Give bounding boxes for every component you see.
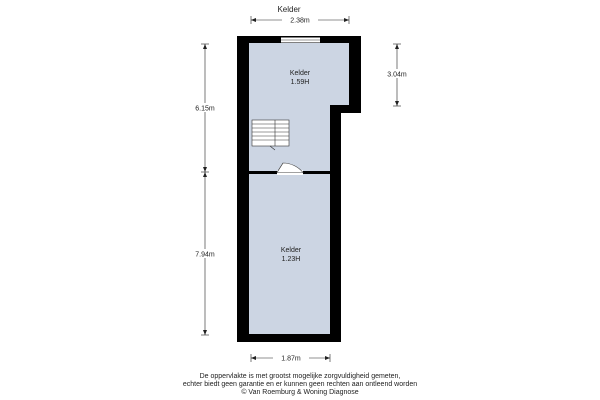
dimension-left-lower-label: 7.94m [195,251,215,259]
staircase [252,120,289,150]
room-lower-floor [249,174,330,334]
dimension-bottom-label: 1.87m [281,355,301,363]
room-upper-name: Kelder [289,70,311,77]
copyright-line: © Van Roemburg & Woning Diagnose [241,389,359,397]
dimension-right-label: 3.04m [387,71,407,79]
floor-title: Kelder [277,5,301,14]
room-lower-height: 1.23H [281,256,301,263]
dimension-left-upper-label: 6.15m [195,105,215,113]
window [281,38,320,43]
dimension-top-label: 2.38m [290,17,310,25]
disclaimer-line-1: De oppervlakte is met grootst mogelijke zorgvuldigheid gemeten, [199,373,401,380]
room-lower-name: Kelder [280,247,302,254]
room-upper-height: 1.59H [290,79,310,86]
disclaimer-line-2: echter biedt geen garantie en er kunnen geen rechten aan ontleend worden [182,381,418,389]
disclaimer-footer [0,373,600,398]
